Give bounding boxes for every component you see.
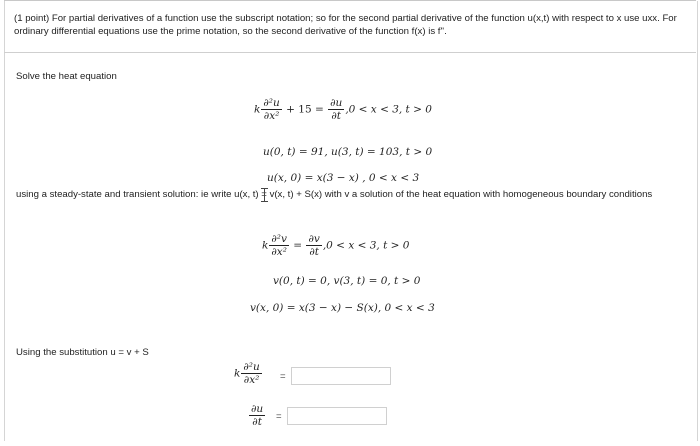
denominator: ∂t	[249, 415, 265, 428]
answer-1-equals: =	[280, 371, 286, 382]
answer-1-input[interactable]	[291, 367, 391, 385]
v-boundary-conditions: v(0, t) = 0, v(3, t) = 0, t > 0	[273, 275, 421, 287]
pde-domain: ,0 < x < 3, t > 0	[345, 103, 432, 116]
numerator: ∂²u	[243, 361, 260, 373]
problem-prompt: Solve the heat equation	[16, 71, 117, 82]
k-coefficient: k	[234, 367, 241, 380]
answer-1-expression	[234, 361, 263, 386]
initial-condition: u(x, 0) = x(3 − x) , 0 < x < 3	[267, 172, 420, 184]
time-derivative	[328, 97, 344, 122]
numerator: ∂u	[251, 403, 264, 415]
denominator: ∂x²	[241, 373, 261, 386]
equals-sign: =	[293, 239, 303, 252]
numerator: ∂²v	[271, 233, 287, 245]
problem-instructions: (1 point) For partial derivatives of a function use the subscript notation; so for the second partial derivative of the function u(x,t) with respect to x use uxx. For ordinary differential equations use the prime notation, so the second derivative of the function f(x) is f''.	[14, 13, 677, 37]
k-coefficient: k	[262, 239, 269, 252]
answer-2-input[interactable]	[287, 407, 387, 425]
denominator: ∂t	[328, 109, 344, 122]
v-initial-condition: v(x, 0) = x(3 − x) − S(x), 0 < x < 3	[250, 302, 435, 314]
numerator: ∂²u	[263, 97, 280, 109]
numerator: ∂u	[330, 97, 343, 109]
steady-state-instruction: using a steady-state and transient solution: ie write u(x, t) = v(x, t) + S(x) with v a solution of the heat equation with homogeneous boundary conditions	[16, 189, 653, 200]
second-x-derivative	[241, 361, 261, 386]
second-x-derivative	[269, 233, 289, 258]
heat-equation	[254, 97, 432, 122]
time-derivative	[249, 403, 265, 428]
denominator: ∂x²	[261, 109, 281, 122]
plus-term: + 15 =	[286, 103, 324, 116]
v-heat-equation	[262, 233, 409, 258]
k-coefficient: k	[254, 103, 261, 116]
text-cursor-icon	[260, 188, 269, 202]
section-divider	[4, 52, 696, 53]
second-x-derivative	[261, 97, 281, 122]
denominator: ∂t	[306, 245, 321, 258]
numerator: ∂v	[308, 233, 320, 245]
answer-2-expression	[248, 403, 266, 428]
v-domain: ,0 < x < 3, t > 0	[322, 239, 410, 252]
substitution-label: Using the substitution u = v + S	[16, 347, 149, 358]
time-derivative	[306, 233, 321, 258]
answer-2-equals: =	[276, 411, 282, 422]
boundary-conditions: u(0, t) = 91, u(3, t) = 103, t > 0	[263, 146, 433, 158]
denominator: ∂x²	[269, 245, 289, 258]
